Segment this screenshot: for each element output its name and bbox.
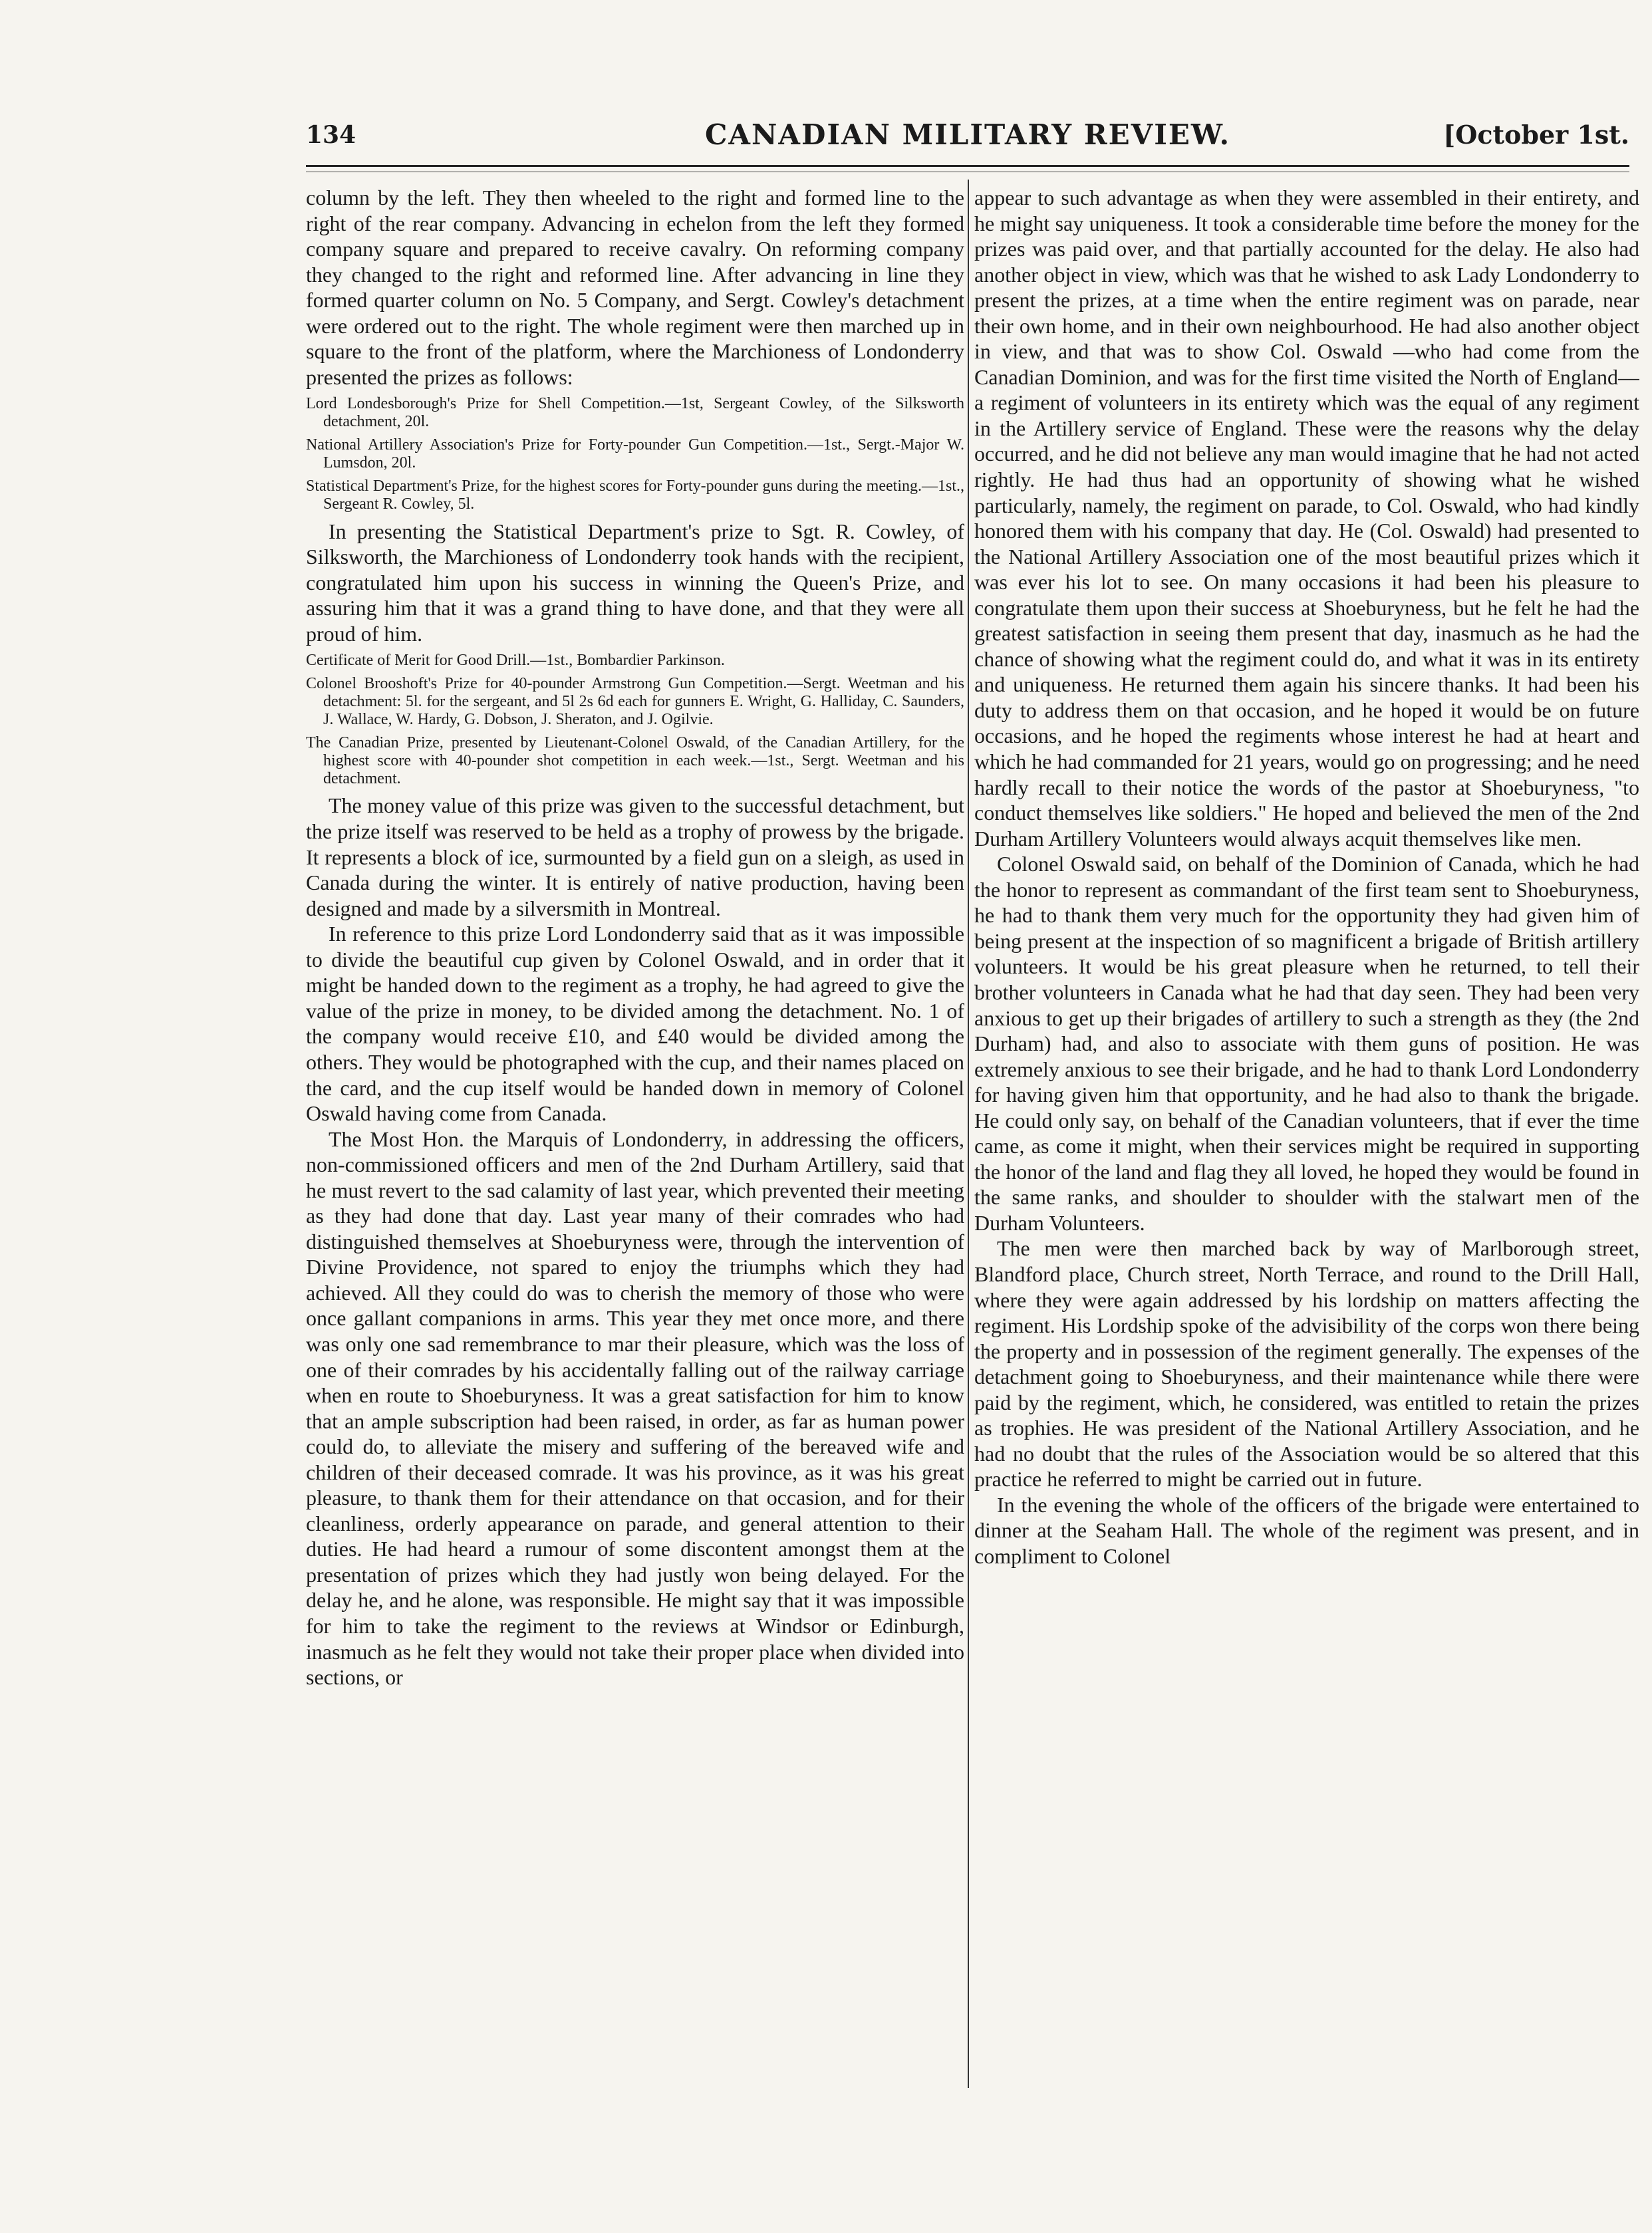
page-number: 134	[306, 121, 356, 149]
left-column	[306, 185, 964, 2087]
prize-list-entry: Lord Londesborough's Prize for Shell Competition.—1st, Sergeant Cowley, of the Silksworth detachment, 20l.	[306, 395, 964, 431]
paragraph: In reference to this prize Lord Londonderry said that as it was impossible to divide the beautiful cup given by Colonel Oswald, and in order that it might be handed down to the regiment as a trophy, he had agreed to give the value of the prize in money, to be divided among the detachment. No. 1 of the company would receive £10, and £40 would be divided among the others. They would be photographed with the cup, and their names placed on the card, and the cup itself would be handed down in memory of Colonel Oswald having come from Canada.	[306, 922, 964, 1126]
paragraph: In presenting the Statistical Department's prize to Sgt. R. Cowley, of Silksworth, the Marchioness of Londonderry took hands with the recipient, congratulated him upon his success in winning the Queen's Prize, and assuring him that it was a grand thing to have done, and that they were all proud of him.	[306, 519, 964, 646]
paragraph: The Most Hon. the Marquis of Londonderry, in addressing the officers, non-commissioned officers and men of the 2nd Durham Artillery, said that he must revert to the sad calamity of last year, which prevented their meeting as they had done that day. Last year many of their comrades who had distinguished themselves at Shoeburyness were, through the intervention of Divine Providence, not spared to enjoy the triumphs which they had achieved. All they could do was to cherish the memory of those who were once gallant companions in arms. This year they met once more, and there was only one sad remembrance to mar their pleasure, which was the loss of one of their comrades by his accidentally falling out of the railway carriage when en route to Shoeburyness. It was a great satisfaction for him to know that an ample subscription had been raised, in order, as far as human power could do, to alleviate the misery and suffering of the bereaved wife and children of their deceased comrade. It was his province, as it was his great pleasure, to thank them for their attendance on that occasion, and for their cleanliness, orderly appearance on parade, and general attention to their duties. He had heard a rumour of some discontent amongst them at the presentation of prizes which they had justly won being delayed. For the delay he, and he alone, was responsible. He might say that it was impossible for him to take the regiment to the reviews at Windsor or Edinburgh, inasmuch as he felt they would not take their proper place when divided into sections, or	[306, 1126, 964, 1690]
running-title: CANADIAN MILITARY REVIEW.	[705, 118, 1231, 151]
paragraph: In the evening the whole of the officers of the brigade were entertained to dinner at the Seaham Hall. The whole of the regiment was present, and in compliment to Colonel	[974, 1492, 1639, 1568]
right-column	[974, 185, 1639, 2087]
prize-list-entry: National Artillery Association's Prize for Forty-pounder Gun Competition.—1st., Sergt.-Major W. Lumsdon, 20l.	[306, 436, 964, 471]
paragraph: The money value of this prize was given to the successful detachment, but the prize itself was reserved to be held as a trophy of prowess by the brigade. It represents a block of ice, surmounted by a field gun on a sleigh, as used in Canada during the winter. It is entirely of native production, having been designed and made by a silversmith in Montreal.	[306, 793, 964, 920]
paragraph: The men were then marched back by way of Marlborough street, Blandford place, Church street, North Terrace, and round to the Drill Hall, where they were again addressed by his lordship on matters affecting the regiment. His Lordship spoke of the advisibility of the corps won there being the property and in possession of the regiment generally. The expenses of the detachment going to Shoeburyness, and their maintenance while there were paid by the regiment, which, he considered, was entitled to retain the prizes as trophies. He was president of the National Artillery Association, and he had no doubt that the rules of the Association would be so altered that this practice he referred to might be carried out in future.	[974, 1236, 1639, 1492]
paragraph: appear to such advantage as when they were assembled in their entirety, and he might say uniqueness. It took a considerable time before the money for the prizes was paid over, and that partially accounted for the delay. He also had another object in view, which was that he wished to ask Lady Londonderry to present the prizes, at a time when the entire regiment was on parade, near their own home, and in their own neighbourhood. He had also another object in view, and that was to show Col. Oswald —who had come from the Canadian Dominion, and was for the first time visited the North of England—a regiment of volunteers in its entirety which was the equal of any regiment in the Artillery service of England. These were the reasons why the delay occurred, and he did not believe any man would imagine that he had not acted rightly. He had thus had an opportunity of showing what he wished particularly, namely, the regiment on parade, to Col. Oswald, who had kindly honored them with his company that day. He (Col. Oswald) had presented to the National Artillery Association one of the most beautiful prizes which it was ever his lot to see. On many occasions it had been his pleasure to congratulate them upon their success at Shoeburyness, but he felt he had the greatest satisfaction in seeing them present that day, inasmuch as he had the chance of showing what the regiment could do, and what it was in its entirety and uniqueness. He returned them again his sincere thanks. It had been his duty to address them on that occasion, and he hoped it would be on future occasions, and he hoped the regiments whose interest he had at heart and which he had commanded for 21 years, would go on progressing; and he need hardly recall to their notice the words of the pastor at Shoeburyness, "to conduct themselves like soldiers." He hoped and believed the men of the 2nd Durham Artillery Volunteers would always acquit themselves like men.	[974, 186, 1639, 851]
paragraph: Colonel Oswald said, on behalf of the Dominion of Canada, which he had the honor to represent as commandant of the first team sent to Shoeburyness, he had to thank them very much for the opportunity they had given him of being present at the inspection of so magnificent a brigade of British artillery volunteers. It would be his great pleasure when he returned, to tell their brother volunteers in Canada what he had that day seen. They had been very anxious to get up their brigades of artillery to such a strength as they (the 2nd Durham) had, and also to associate with them guns of position. He was extremely anxious to see their brigade, and he had to thank Lord Londonderry for having given him that opportunity, and he had also to thank the brigade. He could only say, on behalf of the Canadian volunteers, that if ever the time came, as come it might, when their services might be required in supporting the honor of the land and flag they all loved, he hoped they would be found in the same ranks, and shoulder to shoulder with the stalwart men of the Durham Volunteers.	[974, 852, 1639, 1235]
prize-list-entry: Certificate of Merit for Good Drill.—1st., Bombardier Parkinson.	[306, 652, 725, 670]
paragraph: column by the left. They then wheeled to the right and formed line to the right of the rear company. Advancing in echelon from the left they formed company square and prepared to receive cavalry. On reforming company they changed to the right and reformed line. After advancing in line they formed quarter column on No. 5 Company, and Sergt. Cowley's detachment were ordered out to the right. The whole regiment were then marched up in square to the front of the platform, where the Marchioness of Londonderry presented the prizes as follows:	[306, 186, 964, 389]
prize-list-entry: Colonel Brooshoft's Prize for 40-pounder Armstrong Gun Competition.—Sergt. Weetman and his detachment: 5l. for the sergeant, and 5l 2s 6d each for gunners E. Wright, G. Halliday, C. Saunders, J. Wallace, W. Hardy, G. Dobson, J. Sheraton, and J. Ogilvie.	[306, 675, 964, 728]
header-rule	[306, 165, 1629, 167]
page-header	[306, 112, 1629, 158]
column-divider	[968, 180, 969, 2088]
running-date: [October 1st.	[1443, 120, 1629, 150]
prize-list-entry: The Canadian Prize, presented by Lieutenant-Colonel Oswald, of the Canadian Artillery, for the highest score with 40-pounder shot competition in each week.—1st., Sergt. Weetman and his detachment.	[306, 733, 964, 787]
prize-list-entry: Statistical Department's Prize, for the highest scores for Forty-pounder guns during the meeting.—1st., Sergeant R. Cowley, 5l.	[306, 477, 964, 513]
